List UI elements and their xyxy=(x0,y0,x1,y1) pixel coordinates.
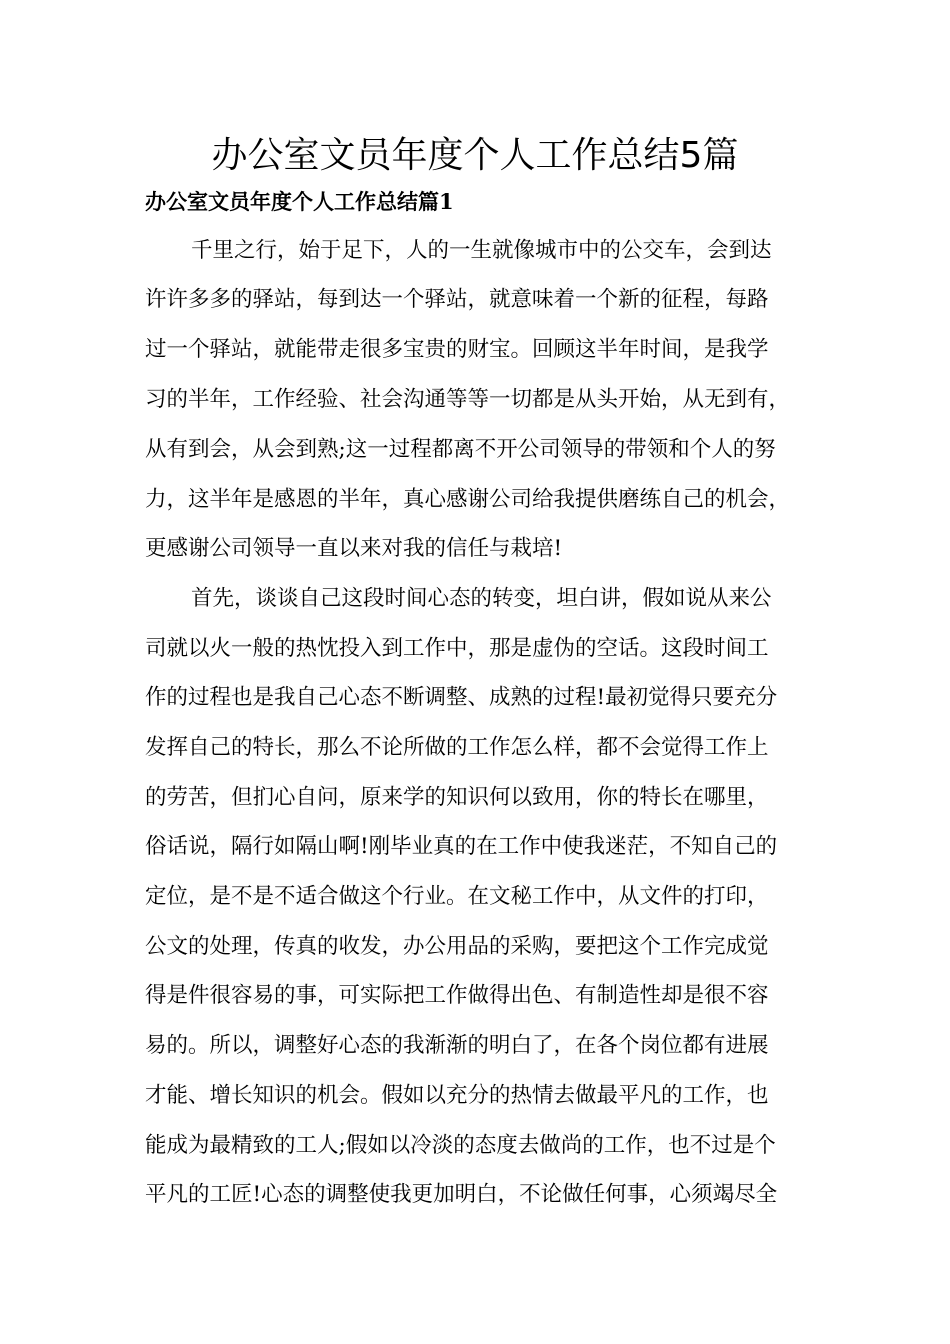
document-title: 办公室文员年度个人工作总结5篇 xyxy=(211,135,739,176)
paragraph-line: 从有到会，从会到熟;这一过程都离不开公司领导的带领和个人的努 xyxy=(145,437,776,462)
paragraph-line: 能成为最精致的工人;假如以冷淡的态度去做尚的工作，也不过是个 xyxy=(145,1133,776,1158)
paragraph-line: 公文的处理，传真的收发，办公用品的采购，要把这个工作完成觉 xyxy=(145,934,769,959)
paragraph-line: 力，这半年是感恩的半年，真心感谢公司给我提供磨练自己的机会， xyxy=(145,487,791,512)
paragraph-line: 俗话说，隔行如隔山啊!刚毕业真的在工作中使我迷茫，不知自己的 xyxy=(145,834,778,859)
paragraph-line: 发挥自己的特长，那么不论所做的工作怎么样，都不会觉得工作上 xyxy=(145,735,769,760)
paragraph-line: 首先，谈谈自己这段时间心态的转变，坦白讲，假如说从来公 xyxy=(191,586,772,611)
paragraph-line: 才能、增长知识的机会。假如以充分的热情去做最平凡的工作，也 xyxy=(145,1083,769,1108)
paragraph-line: 平凡的工匠!心态的调整使我更加明白，不论做任何事，心须竭尽全 xyxy=(145,1182,778,1207)
paragraph-line: 许许多多的驿站，每到达一个驿站，就意味着一个新的征程，每路 xyxy=(145,287,769,312)
paragraph-line: 作的过程也是我自己心态不断调整、成熟的过程!最初觉得只要充分 xyxy=(145,685,778,710)
paragraph-line: 易的。所以，调整好心态的我渐渐的明白了，在各个岗位都有进展 xyxy=(145,1033,769,1058)
paragraph-line: 千里之行，始于足下，人的一生就像城市中的公交车，会到达 xyxy=(191,238,772,263)
paragraph-line: 司就以火一般的热忱投入到工作中，那是虚伪的空话。这段时间工 xyxy=(145,636,769,661)
paragraph-line: 的劳苦，但扪心自问，原来学的知识何以致用，你的特长在哪里， xyxy=(145,785,769,810)
paragraph-line: 定位，是不是不适合做这个行业。在文秘工作中，从文件的打印， xyxy=(145,884,769,909)
paragraph-line: 过一个驿站，就能带走很多宝贵的财宝。回顾这半年时间，是我学 xyxy=(145,337,769,362)
paragraph-line: 得是件很容易的事，可实际把工作做得出色、有制造性却是很不容 xyxy=(145,983,769,1008)
paragraph-line: 更感谢公司领导一直以来对我的信任与栽培! xyxy=(145,536,563,561)
section-title: 办公室文员年度个人工作总结篇1 xyxy=(145,189,454,214)
paragraph-line: 习的半年，工作经验、社会沟通等等一切都是从头开始，从无到有， xyxy=(145,387,791,412)
